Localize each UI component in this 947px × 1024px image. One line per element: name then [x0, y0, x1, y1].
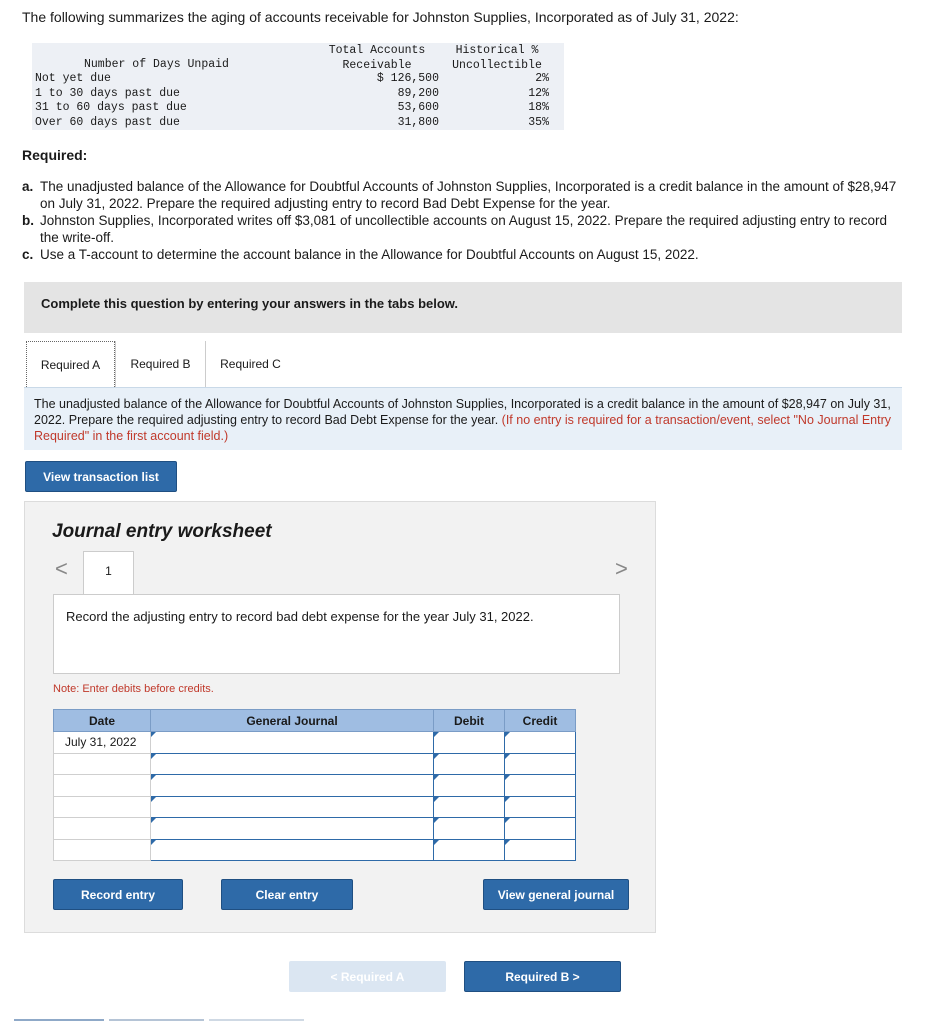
table-row — [54, 753, 576, 775]
header-days-unpaid: Number of Days Unpaid — [84, 58, 229, 71]
tab-required-b[interactable]: Required B — [115, 341, 205, 387]
required-item-b: b. Johnston Supplies, Incorporated writes off $3,081 of uncollectible accounts on August 15, 2022. Prepare the required adjusting entry to record the write-off. — [22, 213, 888, 245]
required-list — [22, 178, 902, 263]
journal-table — [53, 709, 576, 861]
record-entry-button[interactable]: Record entry — [53, 879, 183, 910]
tab-instructions: The unadjusted balance of the Allowance for Doubtful Accounts of Johnston Supplies, Incorporated is a credit balance in the amount of $28,947 on July 31, 2022. Prepare the required adjusting entry to record Bad Debt Expense for the year. (If no entry is required for a transaction/event, select "No Journal Entry Required" in the first account field.) — [24, 387, 902, 450]
next-required-b-button[interactable]: Required B > — [464, 961, 621, 992]
debit-input[interactable] — [434, 818, 505, 840]
required-item-c: c. Use a T-account to determine the account balance in the Allowance for Doubtful Accounts on August 15, 2022. — [22, 247, 699, 262]
worksheet-title: Journal entry worksheet — [52, 521, 272, 542]
column-header-debit: Debit — [434, 710, 505, 732]
table-row — [54, 796, 576, 818]
table-row — [54, 839, 576, 861]
view-general-journal-button[interactable]: View general journal — [483, 879, 629, 910]
date-cell — [54, 839, 151, 861]
aging-row: 1 to 30 days past due 89,200 12% — [35, 86, 549, 100]
account-select[interactable] — [151, 796, 434, 818]
header-historical: Historical % Uncollectible — [452, 44, 542, 72]
header-total-ar: Total Accounts Receivable — [328, 44, 426, 72]
credit-input[interactable] — [505, 775, 576, 797]
table-row — [54, 818, 576, 840]
debit-input[interactable] — [434, 796, 505, 818]
debit-input[interactable] — [434, 753, 505, 775]
debits-note: Note: Enter debits before credits. — [53, 683, 214, 695]
credit-input[interactable] — [505, 818, 576, 840]
date-cell — [54, 796, 151, 818]
column-header-general-journal: General Journal — [151, 710, 434, 732]
debit-input[interactable] — [434, 839, 505, 861]
account-select[interactable] — [151, 839, 434, 861]
view-transaction-list-button[interactable]: View transaction list — [25, 461, 177, 492]
bottom-divider — [14, 1019, 304, 1024]
account-select[interactable] — [151, 775, 434, 797]
date-cell: July 31, 2022 — [54, 732, 151, 754]
column-header-credit: Credit — [505, 710, 576, 732]
account-select[interactable] — [151, 732, 434, 754]
tab-required-a[interactable]: Required A — [26, 341, 115, 387]
tab-required-c[interactable]: Required C — [205, 341, 295, 387]
clear-entry-button[interactable]: Clear entry — [221, 879, 353, 910]
chevron-right-icon[interactable]: > — [615, 556, 628, 581]
aging-row: 31 to 60 days past due 53,600 18% — [35, 101, 549, 114]
debit-input[interactable] — [434, 775, 505, 797]
complete-question-banner: Complete this question by entering your answers in the tabs below. — [24, 282, 902, 333]
table-row — [54, 775, 576, 797]
date-cell — [54, 818, 151, 840]
aging-row: Over 60 days past due 31,800 35% — [35, 115, 549, 129]
chevron-left-icon[interactable]: < — [55, 556, 68, 581]
worksheet-page-tab-1[interactable]: 1 — [83, 551, 134, 595]
account-select[interactable] — [151, 818, 434, 840]
aging-row: Not yet due $ 126,500 2% — [35, 72, 549, 85]
problem-intro: The following summarizes the aging of accounts receivable for Johnston Supplies, Incorporated as of July 31, 2022: — [22, 9, 739, 25]
required-item-a: a. The unadjusted balance of the Allowance for Doubtful Accounts of Johnston Supplies, Incorporated is a credit balance in the amount of $28,947 on July 31, 2022. Prepare the required adjusting entry to record Bad Debt Expense for the year. — [22, 179, 897, 211]
credit-input[interactable] — [505, 796, 576, 818]
debit-input[interactable] — [434, 732, 505, 754]
column-header-date: Date — [54, 710, 151, 732]
aging-table — [32, 43, 564, 130]
journal-entry-worksheet — [24, 501, 656, 933]
credit-input[interactable] — [505, 839, 576, 861]
date-cell — [54, 753, 151, 775]
prev-required-a-button[interactable]: < Required A — [289, 961, 446, 992]
credit-input[interactable] — [505, 732, 576, 754]
account-select[interactable] — [151, 753, 434, 775]
entry-description: Record the adjusting entry to record bad debt expense for the year July 31, 2022. — [53, 594, 620, 674]
credit-input[interactable] — [505, 753, 576, 775]
required-heading: Required: — [22, 147, 88, 163]
date-cell — [54, 775, 151, 797]
table-row — [54, 732, 576, 754]
